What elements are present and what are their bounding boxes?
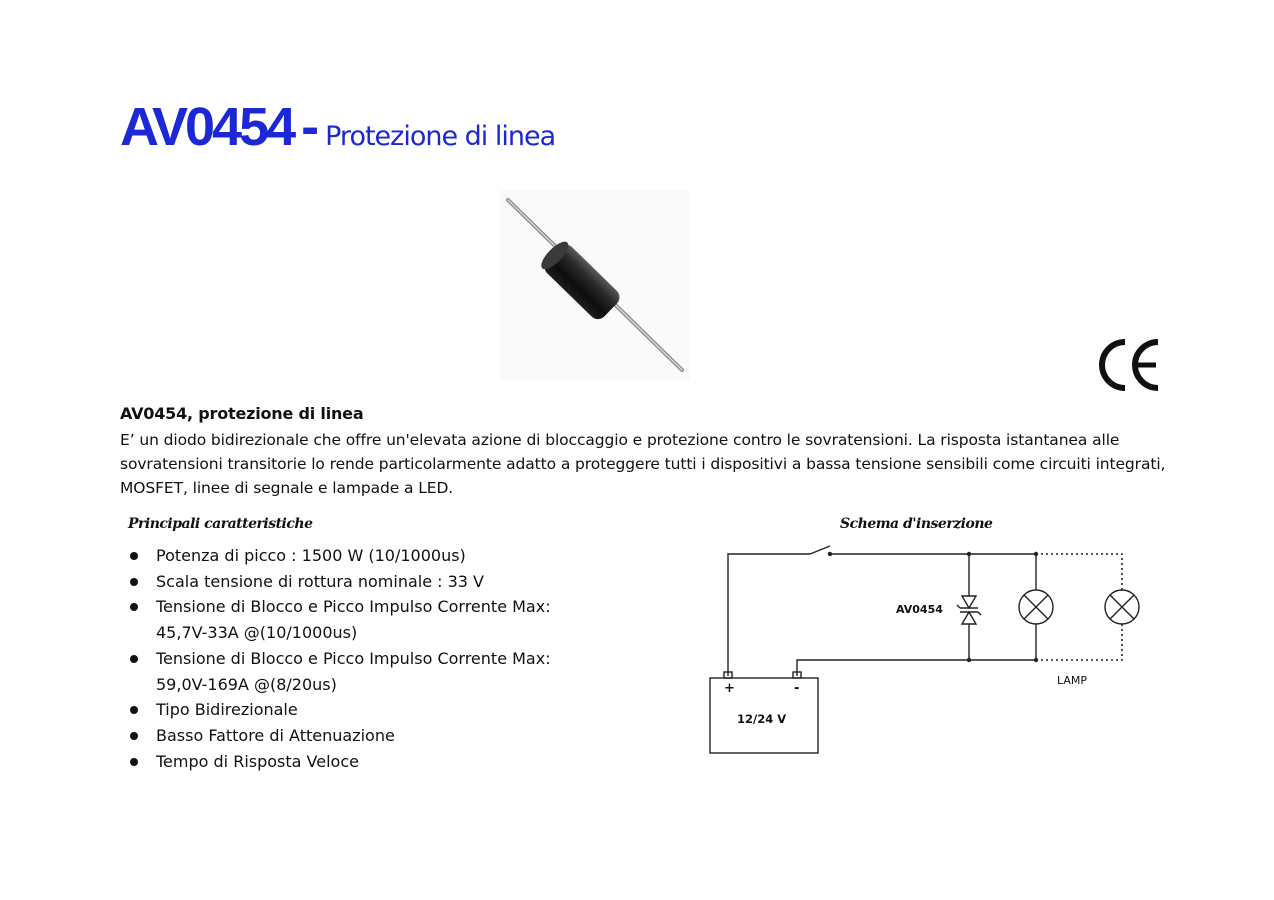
diode-label: AV0454 — [896, 603, 943, 616]
schema-heading: Schema d'inserzione — [840, 516, 993, 532]
list-item — [128, 749, 668, 775]
ce-mark-icon — [1098, 336, 1162, 394]
list-item — [128, 646, 668, 697]
list-item — [128, 723, 668, 749]
feature-text: Tempo di Risposta Veloce — [156, 751, 359, 771]
bullet-icon — [130, 655, 138, 663]
feature-text: Basso Fattore di Attenuazione — [156, 725, 395, 745]
bullet-icon — [130, 732, 138, 740]
battery-minus: - — [794, 681, 800, 696]
switch-blade — [810, 546, 830, 554]
bullet-icon — [130, 552, 138, 560]
feature-text-continued: 45,7V-33A @(10/1000us) — [156, 623, 358, 643]
battery-label: 12/24 V — [737, 712, 787, 726]
lamp-icon — [1019, 590, 1053, 624]
product-code: AV0454 — [120, 97, 294, 157]
lamp-icon — [1105, 590, 1139, 624]
product-subtitle: Protezione di linea — [325, 121, 556, 152]
bullet-icon — [130, 758, 138, 766]
features-list — [128, 543, 668, 774]
feature-text: Tensione di Blocco e Picco Impulso Corrente Max: — [156, 648, 551, 668]
feature-text: Tipo Bidirezionale — [156, 700, 298, 720]
list-item — [128, 594, 668, 645]
title-separator: - — [301, 97, 320, 157]
list-item — [128, 697, 668, 723]
features-heading: Principali caratteristiche — [128, 516, 313, 532]
diode-photo — [500, 190, 690, 380]
list-item — [128, 543, 668, 569]
bullet-icon — [130, 578, 138, 586]
battery-plus: + — [724, 681, 735, 696]
description-text: E’ un diodo bidirezionale che offre un'elevata azione di bloccaggio e protezione contro le sovratensioni. La risposta istantanea alle sovratensioni transitorie lo rende particolarmente adatto a proteggere tutti i dispositivi a bassa tensione sensibili come circuiti integrati, MOSFET, linee di segnale e lampade a LED. — [120, 431, 1166, 497]
page-title — [120, 96, 555, 158]
feature-text: Tensione di Blocco e Picco Impulso Corrente Max: — [156, 597, 551, 617]
feature-text: Potenza di picco : 1500 W (10/1000us) — [156, 546, 466, 565]
lamp-label: LAMP — [1057, 674, 1088, 687]
description-heading: AV0454, protezione di linea — [120, 404, 364, 423]
bullet-icon — [130, 603, 138, 611]
feature-text-continued: 59,0V-169A @(8/20us) — [156, 674, 337, 694]
bullet-icon — [130, 706, 138, 714]
feature-text: Scala tensione di rottura nominale : 33 V — [156, 571, 484, 591]
list-item — [128, 569, 668, 595]
wiring-diagram — [700, 540, 1160, 765]
tvs-diode-icon — [957, 596, 981, 624]
